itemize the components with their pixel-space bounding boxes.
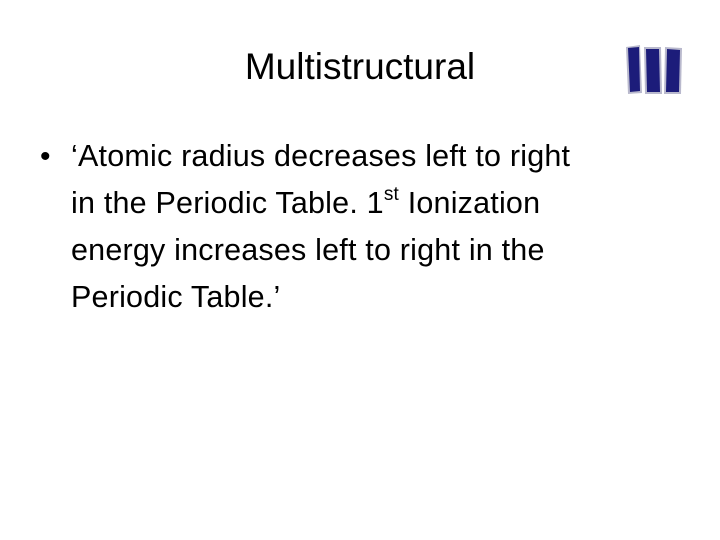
bullet-line-2 bbox=[71, 180, 686, 227]
bar-1 bbox=[626, 45, 642, 94]
bullet-line-2-pre: in the Periodic Table. 1 bbox=[71, 186, 384, 220]
bar-3 bbox=[664, 47, 682, 94]
ordinal-suffix: st bbox=[383, 183, 400, 205]
bullet-line-1: ‘Atomic radius decreases left to right bbox=[71, 139, 571, 173]
bar-2 bbox=[644, 47, 662, 94]
bullet-line-2-post: Ionization bbox=[399, 186, 541, 220]
three-bars-icon bbox=[624, 44, 684, 96]
bullet-line-3: energy increases left to right in the bbox=[71, 233, 545, 267]
bullet-text bbox=[71, 133, 686, 321]
bullet-line-4: Periodic Table.’ bbox=[71, 280, 281, 314]
bullet-marker: • bbox=[40, 140, 51, 173]
slide-title: Multistructural bbox=[244, 46, 476, 87]
